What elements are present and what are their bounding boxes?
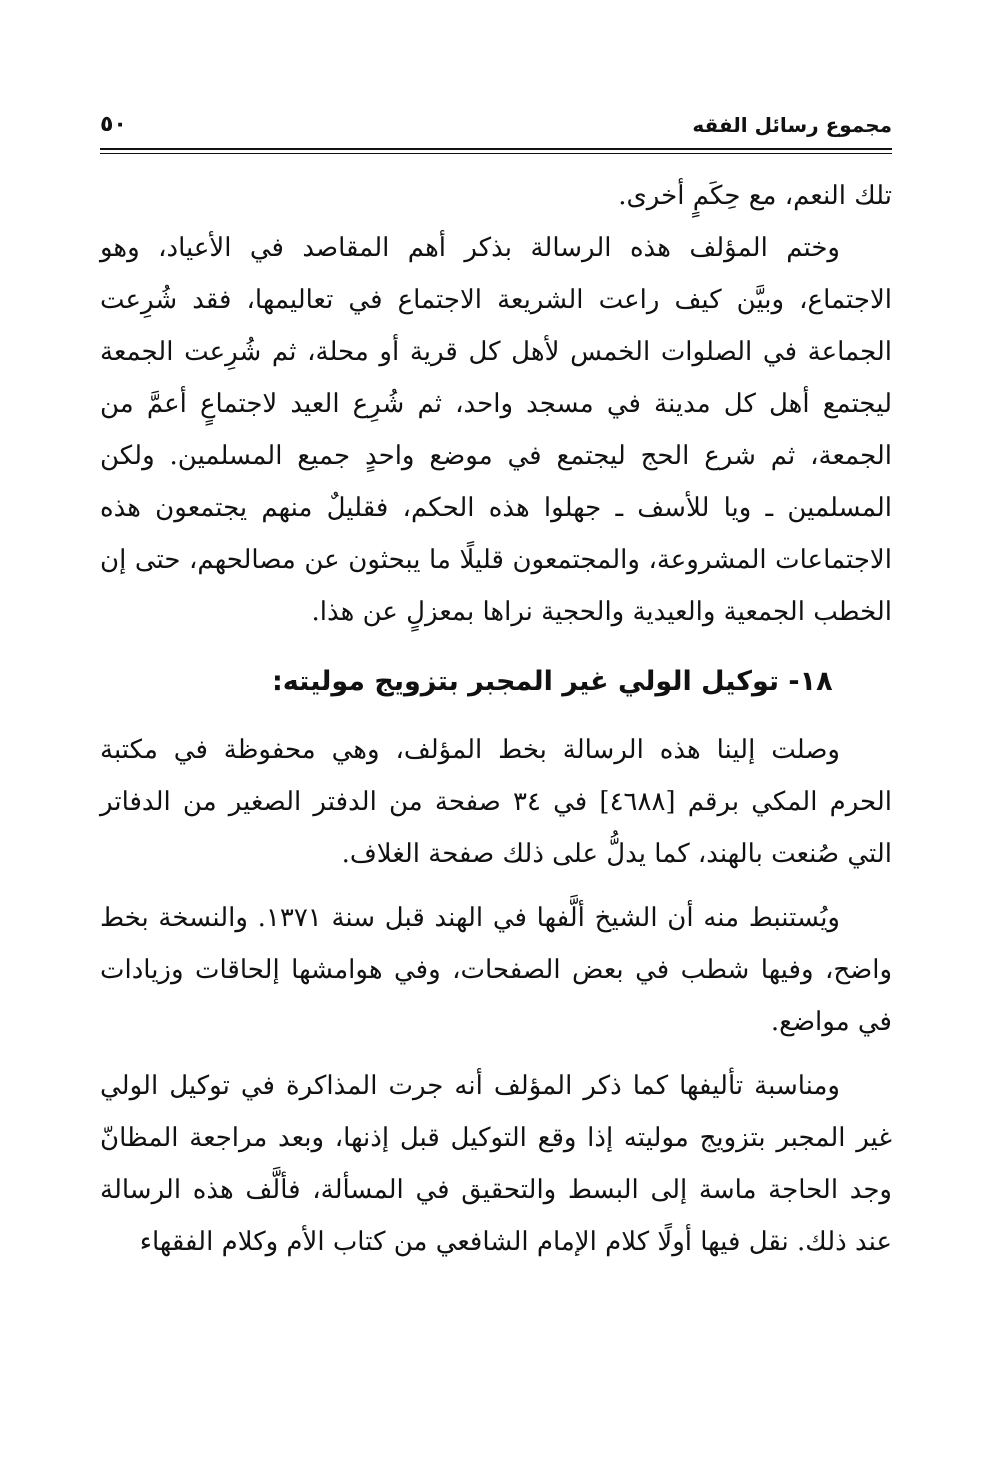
header-rule-thick (100, 148, 892, 150)
page-number: ٥٠ (100, 112, 127, 137)
paragraph-3: وصلت إلينا هذه الرسالة بخط المؤلف، وهي محفوظة في مكتبة الحرم المكي برقم [٤٦٨٨] في ٣٤ صفحة من الدفتر الصغير من الدفاتر التي صُنعت بالهند، كما يدلُّ على ذلك صفحة الغلاف. (100, 735, 892, 869)
page-body (100, 170, 892, 1268)
spacer (100, 1048, 892, 1060)
paragraph-4: ويُستنبط منه أن الشيخ ألَّفها في الهند قبل سنة ١٣٧١. والنسخة بخط واضح، وفيها شطب في بعض الصفحات، وفي هوامشها إلحاقات وزيادات في مواضع. (100, 903, 892, 1037)
spacer (100, 638, 892, 650)
paragraph-5: ومناسبة تأليفها كما ذكر المؤلف أنه جرت المذاكرة في توكيل الولي غير المجبر بتزويج موليته إذا وقع التوكيل قبل إذنها، وبعد مراجعة المظانّ وجد الحاجة ماسة إلى البسط والتحقيق في المسألة، فألَّف هذه الرسالة عند ذلك. نقل فيها أولًا كلام الإمام الشافعي من كتاب الأم وكلام الفقهاء (100, 1071, 892, 1257)
page-header (100, 110, 892, 146)
paragraph-1: تلك النعم، مع حِكَمٍ أخرى. (618, 181, 892, 211)
spacer (100, 880, 892, 892)
header-rule-thin (100, 153, 892, 154)
section-heading: ١٨- توكيل الولي غير المجبر بتزويج موليته: (272, 666, 833, 697)
running-title: مجموع رسائل الفقه (692, 113, 892, 137)
paragraph-2: وختم المؤلف هذه الرسالة بذكر أهم المقاصد في الأعياد، وهو الاجتماع، وبيَّن كيف راعت الشريعة الاجتماع في تعاليمها، فقد شُرِعت الجماعة في الصلوات الخمس لأهل كل قرية أو محلة، ثم شُرِعت الجمعة ليجتمع أهل كل مدينة في مسجد واحد، ثم شُرِع العيد لاجتماعٍ أعمَّ من الجمعة، ثم شرع الحج ليجتمع في موضع واحدٍ جميع المسلمين. ولكن المسلمين ـ ويا للأسف ـ جهلوا هذه الحكم، فقليلٌ منهم يجتمعون هذه الاجتماعات المشروعة، والمجتمعون قليلًا ما يبحثون عن مصالحهم، حتى إن الخطب الجمعية والعيدية والحجية نراها بمعزلٍ عن هذا. (100, 233, 892, 627)
